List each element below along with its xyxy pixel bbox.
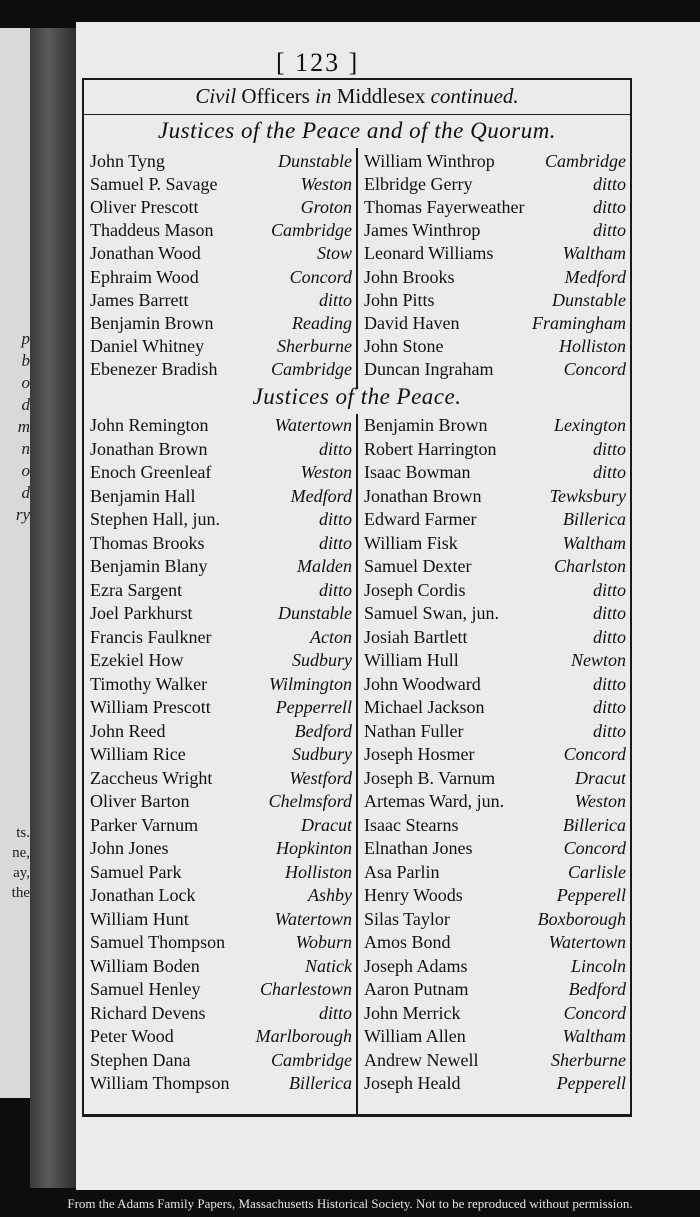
running-title-suffix: continued. bbox=[430, 84, 519, 108]
officer-name: Richard Devens bbox=[90, 1002, 206, 1023]
justice-entry-right bbox=[364, 1025, 626, 1048]
officer-name: Silas Taylor bbox=[364, 908, 450, 929]
officer-town: Concord bbox=[563, 1002, 626, 1023]
officer-name: Thomas Brooks bbox=[90, 532, 205, 553]
officer-town: ditto bbox=[592, 697, 626, 717]
officer-name: William Winthrop bbox=[364, 151, 495, 171]
officer-town: ditto bbox=[592, 220, 626, 241]
justice-entry-left bbox=[90, 508, 352, 531]
officer-town: ditto bbox=[592, 603, 626, 623]
officer-name: Samuel Swan, jun. bbox=[364, 603, 499, 623]
officer-town: ditto bbox=[318, 579, 352, 600]
margin-fragment: ne, bbox=[12, 845, 30, 861]
title-rule bbox=[84, 114, 630, 115]
justice-entry-right bbox=[364, 861, 626, 884]
officer-name: David Haven bbox=[364, 312, 460, 333]
officer-town: Pepperrell bbox=[275, 697, 352, 717]
officer-town: Watertown bbox=[548, 932, 626, 952]
officer-name: James Winthrop bbox=[364, 220, 481, 241]
officer-town: Medford bbox=[290, 485, 352, 506]
officer-town: Dunstable bbox=[552, 289, 626, 310]
justice-entry-right bbox=[364, 485, 626, 508]
officer-town: ditto bbox=[592, 626, 626, 647]
officer-town: Acton bbox=[310, 626, 352, 647]
quorum-entry-right bbox=[364, 173, 626, 196]
officer-name: Samuel Henley bbox=[90, 979, 201, 999]
officer-town: Natick bbox=[305, 955, 352, 976]
officer-town: Westford bbox=[289, 767, 352, 788]
officer-name: Nathan Fuller bbox=[364, 720, 464, 741]
justice-entry-left bbox=[90, 438, 352, 461]
margin-fragment: d bbox=[21, 395, 30, 414]
officer-town: Waltham bbox=[562, 243, 626, 264]
officer-town: Pepperell bbox=[556, 885, 626, 905]
justice-entry-left bbox=[90, 579, 352, 602]
justice-entry-right bbox=[364, 508, 626, 531]
book-gutter bbox=[30, 28, 76, 1188]
officer-town: Weston bbox=[300, 462, 352, 482]
justice-entry-left bbox=[90, 767, 352, 790]
officer-name: John Stone bbox=[364, 335, 444, 356]
officer-name: John Woodward bbox=[364, 673, 481, 694]
officer-town: Concord bbox=[563, 838, 626, 858]
justice-entry-left bbox=[90, 1049, 352, 1072]
officer-name: Joseph B. Varnum bbox=[364, 767, 496, 788]
officer-town: Waltham bbox=[562, 532, 626, 553]
quorum-entry-right bbox=[364, 219, 626, 242]
officer-name: Benjamin Brown bbox=[364, 415, 488, 435]
officer-town: Newton bbox=[570, 650, 626, 670]
justice-entry-left bbox=[90, 673, 352, 696]
officer-name: Jonathan Brown bbox=[364, 485, 482, 506]
justice-entry-right bbox=[364, 955, 626, 978]
quorum-entry-left bbox=[90, 358, 352, 381]
justice-entry-right bbox=[364, 837, 626, 860]
officer-name: Thaddeus Mason bbox=[90, 220, 214, 241]
officer-name: William Boden bbox=[90, 955, 200, 976]
justice-entry-left bbox=[90, 1002, 352, 1025]
officer-town: ditto bbox=[592, 673, 626, 694]
officer-town: Chelmsford bbox=[268, 791, 352, 811]
officer-town: Lincoln bbox=[570, 955, 626, 976]
attribution-footer: From the Adams Family Papers, Massachusetts Historical Society. Not to be reproduced without permission. bbox=[67, 1196, 633, 1211]
officer-name: John Pitts bbox=[364, 289, 435, 310]
justice-entry-left bbox=[90, 790, 352, 813]
officer-town: Concord bbox=[563, 744, 626, 764]
officer-town: Charlston bbox=[553, 556, 626, 576]
officer-name: John Jones bbox=[90, 838, 169, 858]
officer-town: Carlisle bbox=[567, 861, 626, 882]
officer-name: Parker Varnum bbox=[90, 814, 199, 835]
officer-name: Elbridge Gerry bbox=[364, 174, 473, 195]
officer-name: Robert Harrington bbox=[364, 438, 497, 459]
facing-page-lower-text bbox=[0, 823, 30, 903]
officer-name: Asa Parlin bbox=[364, 861, 440, 882]
officer-name: Ephraim Wood bbox=[90, 266, 199, 287]
justice-entry-right bbox=[364, 1049, 626, 1072]
justices-heading: Justices of the Peace. bbox=[252, 384, 462, 409]
justice-entry-right bbox=[364, 626, 626, 649]
officer-name: Ezra Sargent bbox=[90, 579, 183, 600]
officer-name: Duncan Ingraham bbox=[364, 358, 494, 379]
officer-town: Groton bbox=[300, 197, 352, 218]
quorum-entry-left bbox=[90, 219, 352, 242]
officer-name: John Merrick bbox=[364, 1002, 461, 1023]
justice-entry-right bbox=[364, 720, 626, 743]
justice-entry-right bbox=[364, 814, 626, 837]
book-page bbox=[76, 22, 700, 1190]
justice-entry-left bbox=[90, 814, 352, 837]
officer-name: Aaron Putnam bbox=[364, 979, 469, 999]
officer-town: Sherburne bbox=[551, 1049, 626, 1070]
quorum-entry-left bbox=[90, 196, 352, 219]
officer-name: Zaccheus Wright bbox=[90, 767, 213, 788]
officer-name: James Barrett bbox=[90, 289, 189, 310]
justice-entry-left bbox=[90, 555, 352, 578]
officer-town: ditto bbox=[318, 438, 352, 459]
officer-name: Oliver Prescott bbox=[90, 197, 199, 218]
officer-town: Weston bbox=[574, 791, 626, 811]
justice-entry-left bbox=[90, 696, 352, 719]
justice-entry-left bbox=[90, 720, 352, 743]
justice-entry-right bbox=[364, 743, 626, 766]
justice-entry-left bbox=[90, 1072, 352, 1095]
justice-entry-right bbox=[364, 1072, 626, 1095]
facing-page-edge bbox=[0, 28, 30, 1098]
margin-fragment: o bbox=[21, 461, 30, 480]
officer-name: Jonathan Brown bbox=[90, 438, 208, 459]
justice-entry-right bbox=[364, 532, 626, 555]
officer-town: Dunstable bbox=[278, 151, 352, 171]
officer-town: Waltham bbox=[562, 1026, 626, 1046]
officer-town: Reading bbox=[292, 312, 352, 333]
officer-town: Pepperell bbox=[556, 1073, 626, 1093]
officer-town: Framingham bbox=[532, 312, 626, 333]
quorum-entry-right bbox=[364, 150, 626, 173]
running-title-county: Middlesex bbox=[336, 84, 426, 108]
officer-name: Benjamin Hall bbox=[90, 485, 196, 506]
officer-town: Concord bbox=[563, 358, 626, 379]
officer-town: Dracut bbox=[575, 767, 626, 788]
officer-town: Dunstable bbox=[278, 603, 352, 623]
officer-name: William Rice bbox=[90, 744, 186, 764]
margin-fragment: b bbox=[21, 351, 30, 370]
officer-town: Holliston bbox=[284, 861, 352, 882]
quorum-entry-left bbox=[90, 173, 352, 196]
quorum-entry-right bbox=[364, 312, 626, 335]
justice-entry-right bbox=[364, 414, 626, 437]
officer-name: Jonathan Wood bbox=[90, 243, 201, 264]
officer-name: John Tyng bbox=[90, 151, 165, 171]
officer-town: ditto bbox=[318, 532, 352, 553]
justice-entry-right bbox=[364, 602, 626, 625]
quorum-entry-left bbox=[90, 150, 352, 173]
justice-entry-left bbox=[90, 955, 352, 978]
officer-name: Isaac Bowman bbox=[364, 462, 471, 482]
officer-name: Joseph Cordis bbox=[364, 579, 466, 600]
justice-entry-left bbox=[90, 602, 352, 625]
quorum-heading: Justices of the Peace and of the Quorum. bbox=[157, 118, 557, 143]
officer-name: Timothy Walker bbox=[90, 673, 208, 694]
officer-town: Marlborough bbox=[255, 1026, 352, 1046]
justice-entry-left bbox=[90, 532, 352, 555]
officer-name: Josiah Bartlett bbox=[364, 626, 468, 647]
officer-town: Hopkinton bbox=[276, 838, 352, 858]
officer-name: William Prescott bbox=[90, 697, 211, 717]
justice-entry-left bbox=[90, 908, 352, 931]
quorum-entry-left bbox=[90, 335, 352, 358]
officer-name: William Hull bbox=[364, 650, 459, 670]
quorum-entry-left bbox=[90, 312, 352, 335]
officer-name: Francis Faulkner bbox=[90, 626, 212, 647]
running-title-main: Officers bbox=[241, 84, 310, 108]
margin-fragment: n bbox=[21, 439, 30, 458]
officer-town: ditto bbox=[592, 197, 626, 218]
officer-town: Boxborough bbox=[537, 908, 626, 929]
justice-entry-right bbox=[364, 461, 626, 484]
quorum-entry-right bbox=[364, 242, 626, 265]
justice-entry-left bbox=[90, 461, 352, 484]
quorum-entry-right bbox=[364, 358, 626, 381]
officer-town: Billerica bbox=[563, 814, 626, 835]
officer-name: William Hunt bbox=[90, 908, 189, 929]
officer-town: Charlestown bbox=[259, 979, 352, 999]
officer-name: William Thompson bbox=[90, 1073, 230, 1093]
officer-town: Dracut bbox=[301, 814, 352, 835]
quorum-entry-right bbox=[364, 335, 626, 358]
officer-name: Thomas Fayerweather bbox=[364, 197, 525, 218]
officer-town: Tewksbury bbox=[549, 485, 626, 506]
running-title-mid: in bbox=[315, 84, 332, 108]
justice-entry-left bbox=[90, 978, 352, 1001]
officer-town: Ashby bbox=[308, 885, 352, 905]
officer-name: Joseph Adams bbox=[364, 955, 468, 976]
officer-name: Samuel Park bbox=[90, 861, 182, 882]
justice-entry-right bbox=[364, 908, 626, 931]
quorum-entry-left bbox=[90, 266, 352, 289]
justice-entry-right bbox=[364, 790, 626, 813]
officer-town: Lexington bbox=[554, 415, 626, 435]
justice-entry-left bbox=[90, 485, 352, 508]
officer-name: John Reed bbox=[90, 720, 166, 741]
officer-town: Sudbury bbox=[292, 650, 352, 670]
officer-name: Stephen Dana bbox=[90, 1049, 191, 1070]
quorum-column-divider bbox=[356, 148, 358, 389]
officer-name: Ebenezer Bradish bbox=[90, 358, 218, 379]
officer-town: ditto bbox=[592, 462, 626, 482]
officer-name: Joseph Heald bbox=[364, 1073, 461, 1093]
running-title-prefix: Civil bbox=[195, 84, 237, 108]
officer-town: Cambridge bbox=[271, 358, 352, 379]
justice-entry-right bbox=[364, 438, 626, 461]
quorum-entry-right bbox=[364, 196, 626, 219]
page-number: [ 123 ] bbox=[276, 48, 360, 77]
margin-fragment: o bbox=[21, 373, 30, 392]
justice-entry-right bbox=[364, 579, 626, 602]
justice-entry-right bbox=[364, 767, 626, 790]
officer-town: Woburn bbox=[295, 932, 352, 952]
officer-town: ditto bbox=[318, 289, 352, 310]
officer-name: Amos Bond bbox=[364, 932, 451, 952]
margin-fragment: m bbox=[17, 417, 30, 436]
margin-fragment: ts. bbox=[16, 825, 30, 841]
facing-page-margin-text bbox=[0, 328, 30, 526]
justice-entry-right bbox=[364, 696, 626, 719]
officer-town: Billerica bbox=[289, 1073, 352, 1093]
justice-entry-left bbox=[90, 861, 352, 884]
quorum-entry-left bbox=[90, 289, 352, 312]
officer-name: Enoch Greenleaf bbox=[90, 462, 212, 482]
margin-fragment: the bbox=[11, 885, 30, 901]
officer-town: ditto bbox=[592, 579, 626, 600]
officer-town: Cambridge bbox=[545, 151, 626, 171]
officer-name: Ezekiel How bbox=[90, 650, 184, 670]
officer-town: Bedford bbox=[568, 979, 626, 999]
justice-entry-left bbox=[90, 884, 352, 907]
officer-name: Joseph Hosmer bbox=[364, 744, 475, 764]
officer-name: Artemas Ward, jun. bbox=[364, 791, 505, 811]
officer-name: William Allen bbox=[364, 1026, 466, 1046]
officer-town: ditto bbox=[592, 174, 626, 195]
officer-town: Stow bbox=[316, 243, 352, 264]
justice-entry-right bbox=[364, 978, 626, 1001]
officer-town: Weston bbox=[300, 174, 352, 195]
officer-name: William Fisk bbox=[364, 532, 458, 553]
quorum-entry-left bbox=[90, 242, 352, 265]
justice-entry-left bbox=[90, 1025, 352, 1048]
officer-town: Bedford bbox=[294, 720, 352, 741]
justices-column-divider bbox=[356, 414, 358, 1114]
margin-fragment: d bbox=[21, 483, 30, 502]
justice-entry-left bbox=[90, 649, 352, 672]
officer-town: Cambridge bbox=[271, 220, 352, 241]
quorum-entry-right bbox=[364, 289, 626, 312]
officer-name: Michael Jackson bbox=[364, 697, 485, 717]
officer-name: Joel Parkhurst bbox=[90, 603, 193, 623]
officer-town: Wilmington bbox=[268, 673, 352, 694]
officer-name: Benjamin Brown bbox=[90, 312, 214, 333]
officer-name: John Remington bbox=[90, 415, 209, 435]
justice-entry-right bbox=[364, 884, 626, 907]
officer-town: Watertown bbox=[274, 415, 352, 435]
justice-entry-left bbox=[90, 837, 352, 860]
justice-entry-left bbox=[90, 931, 352, 954]
register-frame bbox=[82, 78, 632, 1117]
officer-name: John Brooks bbox=[364, 266, 455, 287]
justice-entry-right bbox=[364, 1002, 626, 1025]
margin-fragment: ay, bbox=[13, 865, 30, 881]
officer-name: Samuel P. Savage bbox=[90, 174, 218, 195]
officer-town: Billerica bbox=[563, 509, 626, 529]
officer-town: Medford bbox=[564, 266, 626, 287]
justice-entry-right bbox=[364, 555, 626, 578]
justice-entry-left bbox=[90, 743, 352, 766]
quorum-entry-right bbox=[364, 266, 626, 289]
officer-town: ditto bbox=[592, 438, 626, 459]
officer-town: Cambridge bbox=[271, 1049, 352, 1070]
officer-town: Holliston bbox=[558, 335, 626, 356]
officer-name: Jonathan Lock bbox=[90, 885, 196, 905]
officer-name: Daniel Whitney bbox=[90, 335, 205, 356]
justice-entry-right bbox=[364, 673, 626, 696]
officer-name: Peter Wood bbox=[90, 1026, 174, 1046]
officer-name: Stephen Hall, jun. bbox=[90, 509, 220, 529]
justice-entry-left bbox=[90, 414, 352, 437]
officer-name: Leonard Williams bbox=[364, 243, 494, 264]
officer-town: Malden bbox=[297, 556, 352, 576]
officer-name: Edward Farmer bbox=[364, 509, 477, 529]
officer-town: Concord bbox=[289, 266, 352, 287]
margin-fragment: p bbox=[21, 329, 30, 348]
officer-name: Andrew Newell bbox=[364, 1049, 479, 1070]
officer-name: Oliver Barton bbox=[90, 791, 190, 811]
margin-fragment: ry bbox=[15, 505, 30, 524]
officer-name: Henry Woods bbox=[364, 885, 463, 905]
officer-town: Sherburne bbox=[277, 335, 352, 356]
officer-town: ditto bbox=[318, 509, 352, 529]
running-title bbox=[84, 84, 630, 109]
officer-name: Elnathan Jones bbox=[364, 838, 473, 858]
officer-name: Isaac Stearns bbox=[364, 814, 459, 835]
officer-town: Watertown bbox=[274, 908, 352, 929]
justice-entry-left bbox=[90, 626, 352, 649]
officer-name: Samuel Dexter bbox=[364, 556, 472, 576]
officer-town: ditto bbox=[318, 1002, 352, 1023]
officer-name: Benjamin Blany bbox=[90, 556, 208, 576]
officer-town: ditto bbox=[592, 720, 626, 741]
officer-name: Samuel Thompson bbox=[90, 932, 226, 952]
officer-town: Sudbury bbox=[292, 744, 352, 764]
justice-entry-right bbox=[364, 931, 626, 954]
justice-entry-right bbox=[364, 649, 626, 672]
